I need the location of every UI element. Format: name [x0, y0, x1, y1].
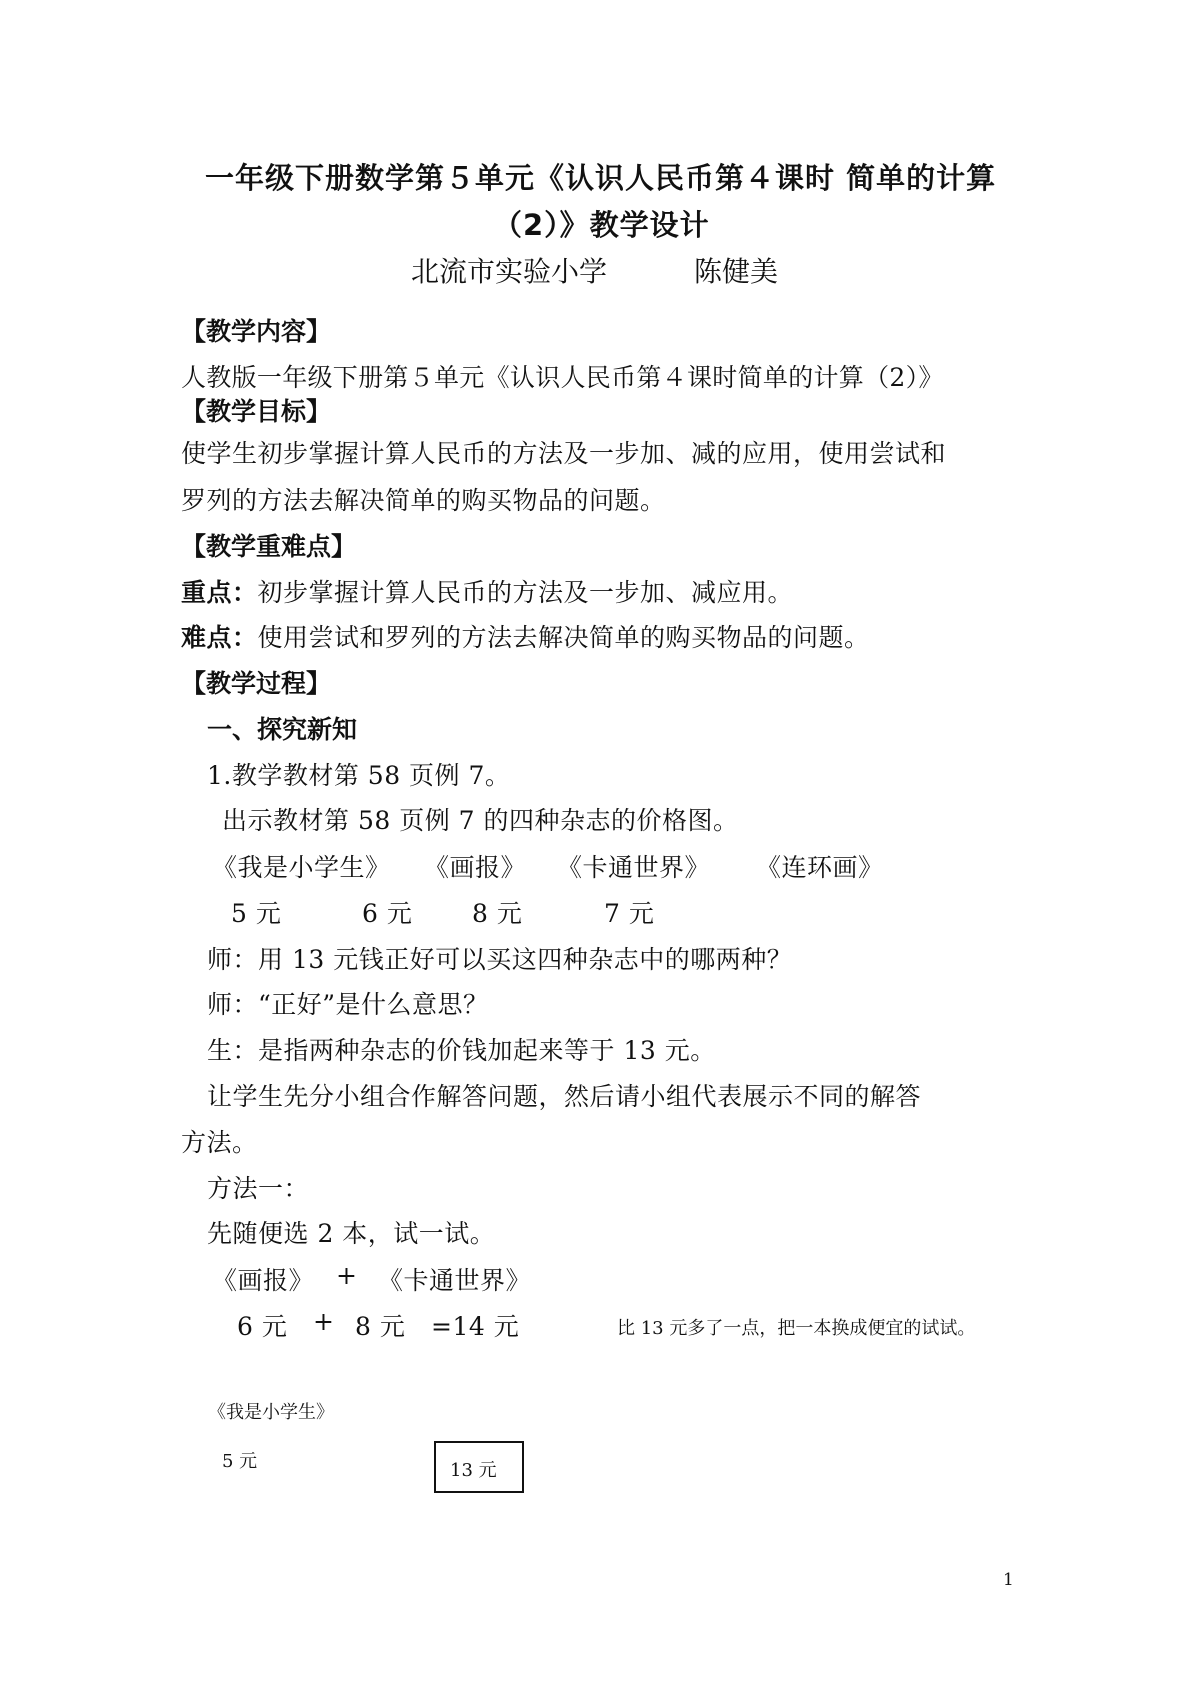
- heading-teaching-process: 【教学过程】: [181, 669, 332, 698]
- calc-result: =14 元: [431, 1312, 520, 1341]
- combo-magazine-b: 《卡通世界》: [378, 1266, 532, 1295]
- teacher-question-1: 师：用 13 元钱正好可以买这四种杂志中的哪两种？: [207, 945, 793, 974]
- magazine-price-2: 6 元: [362, 899, 413, 928]
- calc-plus: +: [313, 1307, 335, 1336]
- magazine-name-2: 《画报》: [424, 853, 527, 882]
- heading-teaching-content: 【教学内容】: [181, 317, 332, 346]
- teaching-goals-line2: 罗列的方法去解决简单的购买物品的问题。: [181, 486, 666, 515]
- pick-two-text: 先随便选 2 本，试一试。: [207, 1219, 496, 1248]
- author-name: 陈健美: [694, 255, 779, 288]
- page-number: 1: [1003, 1570, 1014, 1590]
- magazine-name-3: 《卡通世界》: [557, 853, 711, 882]
- combo-magazine-a: 《画报》: [212, 1266, 315, 1295]
- heading-teaching-goals: 【教学目标】: [181, 397, 332, 426]
- difficult-point-text: 使用尝试和罗列的方法去解决简单的购买物品的问题。: [257, 623, 870, 652]
- teacher-question-2: 师：“正好”是什么意思？: [207, 990, 489, 1019]
- magazine-name-1: 《我是小学生》: [212, 853, 391, 882]
- key-point-line: [181, 573, 793, 609]
- step-1-text: 1.教学教材第 58 页例 7。: [207, 761, 511, 790]
- figure-total-box: [434, 1441, 524, 1493]
- calc-price-b: 8 元: [355, 1312, 406, 1341]
- document-title-line2: （2）》教学设计: [493, 208, 710, 242]
- magazine-price-1: 5 元: [231, 899, 282, 928]
- group-work-line2: 方法。: [181, 1128, 258, 1157]
- magazine-price-3: 8 元: [472, 899, 523, 928]
- figure-magazine-price: 5 元: [222, 1451, 258, 1472]
- figure-total-value: 13 元: [450, 1460, 497, 1481]
- document-title-line1: 一年级下册数学第５单元《认识人民币第４课时 简单的计算: [205, 161, 997, 195]
- figure-magazine-name: 《我是小学生》: [208, 1402, 334, 1423]
- heading-key-points: 【教学重难点】: [181, 532, 357, 561]
- magazine-name-4: 《连环画》: [756, 853, 884, 882]
- teaching-goals-line1: 使学生初步掌握计算人民币的方法及一步加、减的应用，使用尝试和: [181, 439, 947, 468]
- combo-plus: +: [336, 1261, 358, 1290]
- magazine-price-4: 7 元: [604, 899, 655, 928]
- show-figure-text: 出示教材第 58 页例 7 的四种杂志的价格图。: [222, 806, 739, 835]
- calc-note: 比 13 元多了一点，把一本换成便宜的试试。: [617, 1318, 976, 1339]
- student-answer: 生：是指两种杂志的价钱加起来等于 13 元。: [207, 1036, 716, 1065]
- method-one-label: 方法一：: [207, 1174, 310, 1203]
- teaching-content-text: 人教版一年级下册第５单元《认识人民币第４课时简单的计算（2）》: [181, 363, 944, 392]
- difficult-point-line: [181, 618, 870, 654]
- subheading-explore: 一、探究新知: [207, 715, 358, 744]
- author-school: 北流市实验小学: [411, 255, 608, 288]
- group-work-line1: 让学生先分小组合作解答问题，然后请小组代表展示不同的解答: [207, 1082, 922, 1111]
- difficult-point-label: 难点：: [181, 623, 258, 652]
- key-point-label: 重点：: [181, 578, 258, 607]
- calc-price-a: 6 元: [237, 1312, 288, 1341]
- key-point-text: 初步掌握计算人民币的方法及一步加、减应用。: [257, 578, 794, 607]
